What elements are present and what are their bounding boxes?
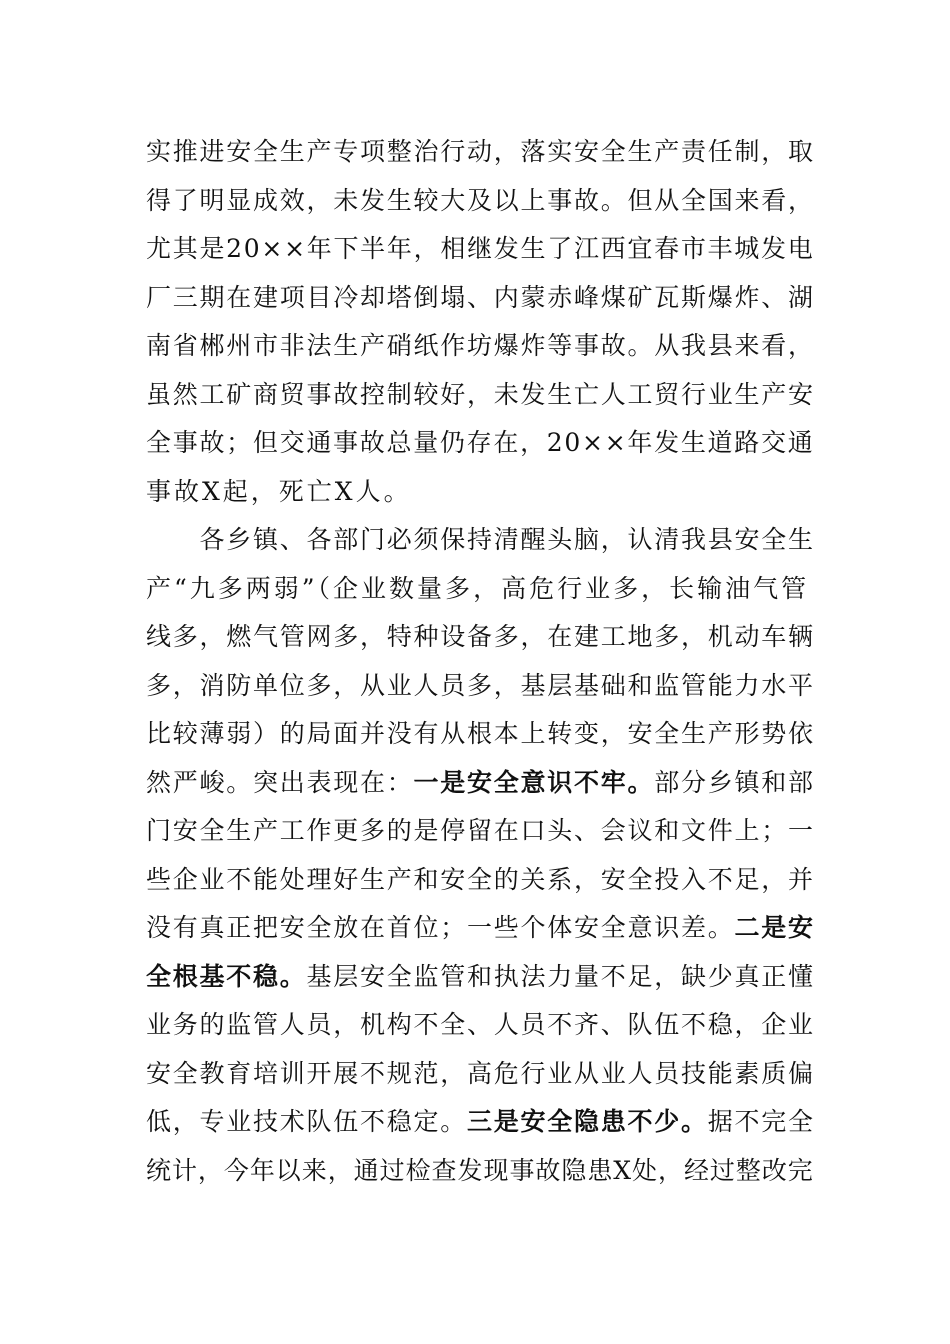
text-line bbox=[146, 1001, 816, 1050]
text-line bbox=[146, 128, 816, 177]
text-segment: 各乡镇、各部门必须保持清醒头脑，认清我县安全生 bbox=[146, 525, 815, 554]
text-line bbox=[146, 613, 816, 662]
text-segment: 部分乡镇和部 bbox=[654, 767, 815, 797]
text-line bbox=[146, 662, 816, 711]
text-line bbox=[146, 468, 816, 517]
text-line bbox=[146, 904, 816, 953]
text-line bbox=[146, 516, 816, 565]
text-segment: 门安全生产工作更多的是停留在口头、会议和文件上；一 bbox=[146, 816, 815, 845]
text-line bbox=[146, 225, 816, 274]
text-segment: 比较薄弱）的局面并没有从根本上转变，安全生产形势依 bbox=[146, 719, 815, 748]
text-segment: 低，专业技术队伍不稳定。 bbox=[146, 1107, 468, 1136]
bold-text-segment: 全根基不稳。 bbox=[146, 961, 307, 991]
body-text bbox=[146, 128, 816, 1195]
text-line bbox=[146, 953, 816, 1002]
text-line bbox=[146, 419, 816, 468]
text-segment: 得了明显成效，未发生较大及以上事故。但从全国来看， bbox=[146, 185, 815, 215]
text-segment: 厂三期在建项目冷却塔倒塌、内蒙赤峰煤矿瓦斯爆炸、湖 bbox=[146, 282, 815, 312]
text-line bbox=[146, 371, 816, 420]
text-line bbox=[146, 322, 816, 371]
text-segment: 基层安全监管和执法力量不足，缺少真正懂 bbox=[306, 961, 815, 991]
text-line bbox=[146, 759, 816, 808]
text-segment: 产“九多两弱”（企业数量多，高危行业多，长输油气管 bbox=[146, 573, 810, 603]
text-segment: 南省郴州市非法生产硝纸作坊爆炸等事故。从我县来看， bbox=[146, 331, 815, 360]
text-line bbox=[146, 565, 816, 614]
text-line bbox=[146, 710, 816, 759]
text-segment: 业务的监管人员，机构不全、人员不齐、队伍不稳，企业 bbox=[146, 1010, 815, 1039]
text-segment: 统计，今年以来，通过检查发现事故隐患X处，经过整改完 bbox=[146, 1155, 814, 1185]
text-segment: 虽然工矿商贸事故控制较好，未发生亡人工贸行业生产安 bbox=[146, 379, 815, 409]
text-line bbox=[146, 807, 816, 856]
text-segment: 线多，燃气管网多，特种设备多，在建工地多，机动车辆 bbox=[146, 622, 815, 651]
bold-text-segment: 一是安全意识不牢。 bbox=[413, 767, 655, 797]
text-segment: 实推进安全生产专项整治行动，落实安全生产责任制，取 bbox=[146, 137, 815, 166]
text-segment: 然严峻。突出表现在： bbox=[146, 767, 414, 797]
text-segment: 事故X起，死亡X人。 bbox=[146, 476, 412, 506]
text-line bbox=[146, 1098, 816, 1147]
text-line bbox=[146, 1050, 816, 1099]
text-segment: 没有真正把安全放在首位；一些个体安全意识差。 bbox=[146, 913, 735, 942]
text-segment: 多，消防单位多，从业人员多，基层基础和监管能力水平 bbox=[146, 670, 815, 700]
text-line bbox=[146, 177, 816, 226]
text-segment: 据不完全 bbox=[707, 1107, 815, 1136]
text-line bbox=[146, 1147, 816, 1196]
bold-text-segment: 三是安全隐患不少。 bbox=[467, 1107, 708, 1136]
text-segment: 全事故；但交通事故总量仍存在，20××年发生道路交通 bbox=[146, 428, 815, 457]
text-line bbox=[146, 274, 816, 323]
text-segment: 尤其是20××年下半年，相继发生了江西宜春市丰城发电 bbox=[146, 234, 815, 263]
bold-text-segment: 二是安 bbox=[734, 913, 815, 942]
text-segment: 些企业不能处理好生产和安全的关系，安全投入不足，并 bbox=[146, 864, 815, 894]
text-line bbox=[146, 856, 816, 905]
text-segment: 安全教育培训开展不规范，高危行业从业人员技能素质偏 bbox=[146, 1058, 815, 1088]
